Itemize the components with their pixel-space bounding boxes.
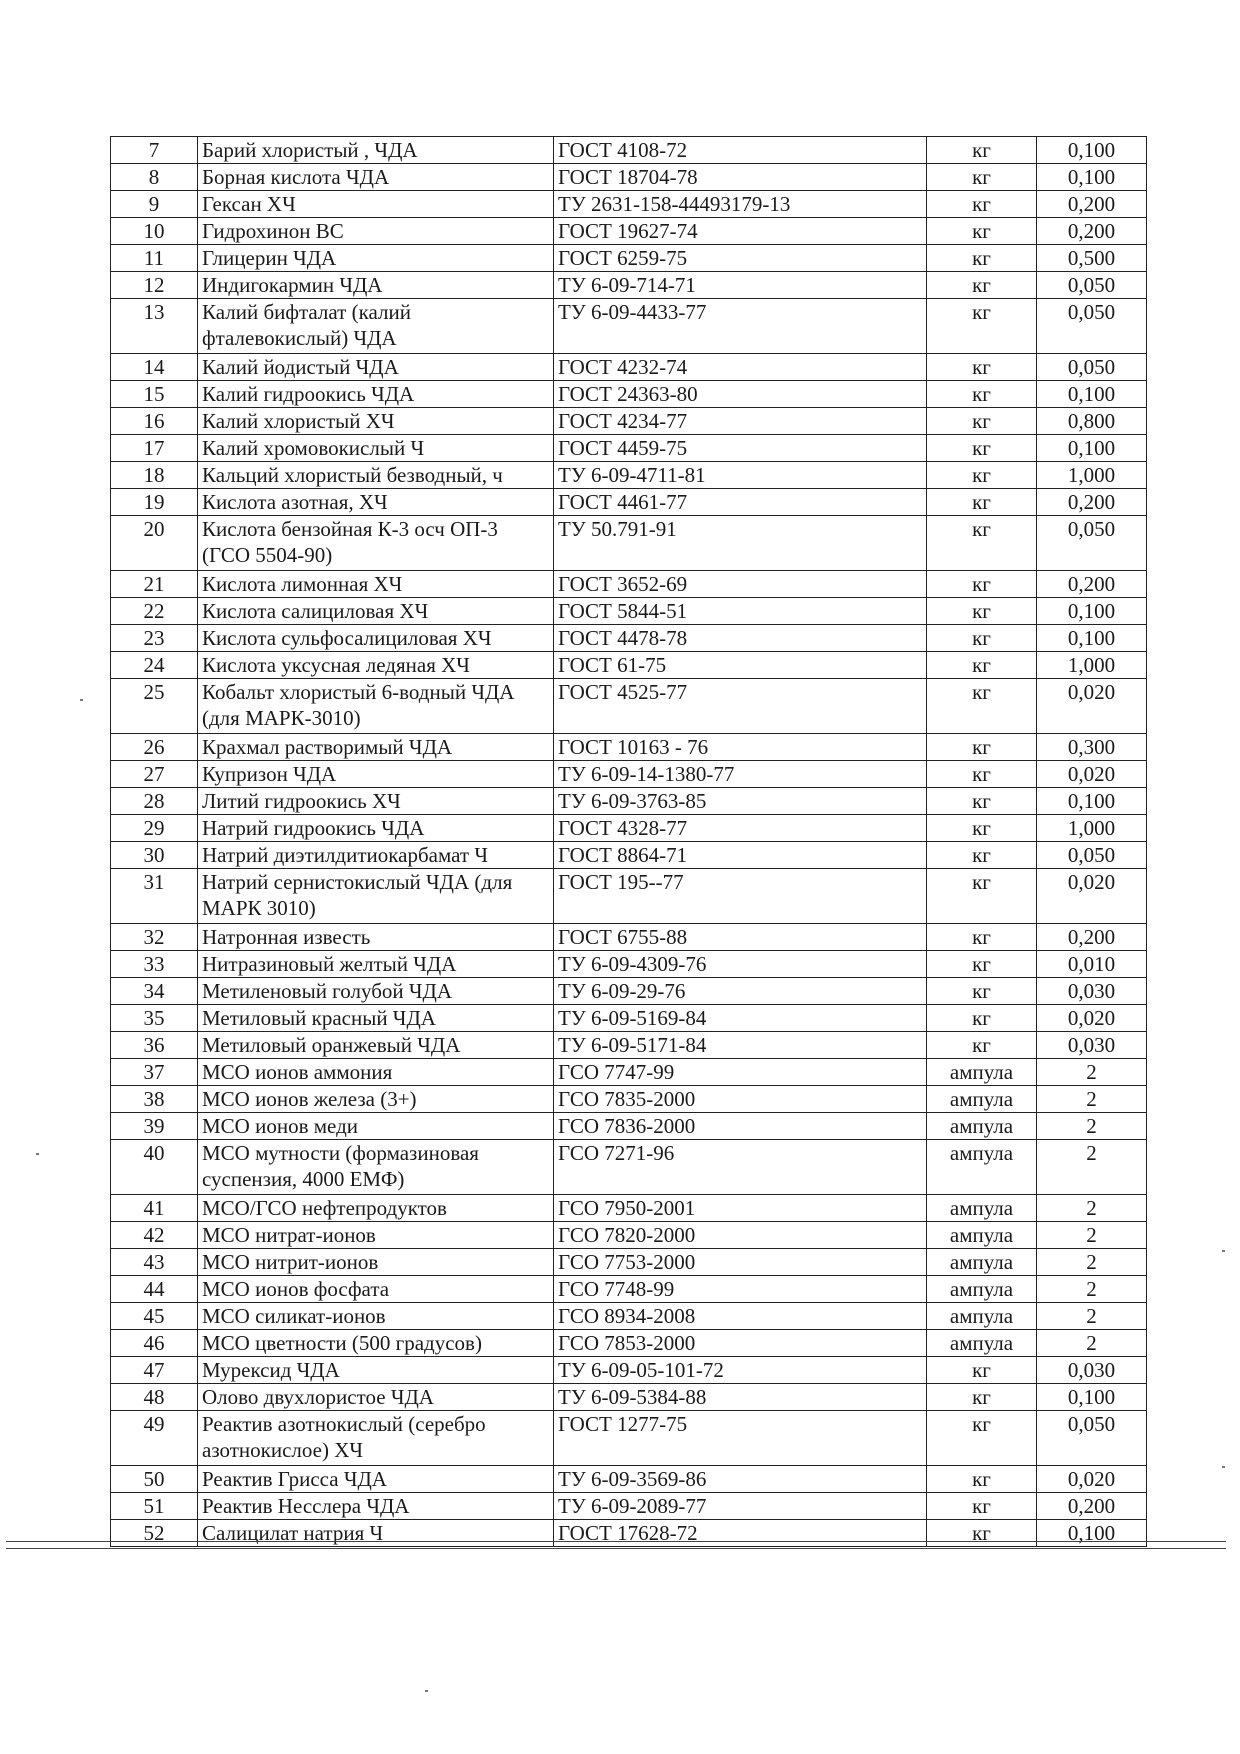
reagent-name-cell: Натрий гидроокись ЧДА (198, 815, 554, 842)
reagent-name-cell: МСО/ГСО нефтепродуктов (198, 1195, 554, 1222)
standard-doc-cell: ГСО 8934-2008 (554, 1303, 927, 1330)
quantity-cell: 0,100 (1037, 435, 1147, 462)
unit-cell: кг (927, 516, 1037, 571)
reagent-name-cell: Олово двухлористое ЧДА (198, 1384, 554, 1411)
row-number-cell: 19 (111, 489, 198, 516)
unit-cell: кг (927, 435, 1037, 462)
quantity-cell: 0,030 (1037, 1032, 1147, 1059)
reagent-name-cell: Калий бифталат (калий фталевокислый) ЧДА (198, 299, 554, 354)
standard-doc-cell: ТУ 6-09-4309-76 (554, 951, 927, 978)
scan-double-line-bottom (6, 1548, 1226, 1549)
quantity-cell: 2 (1037, 1303, 1147, 1330)
row-number-cell: 21 (111, 571, 198, 598)
unit-cell: кг (927, 1466, 1037, 1493)
table-row (111, 516, 1147, 571)
unit-cell: кг (927, 272, 1037, 299)
row-number-cell: 38 (111, 1086, 198, 1113)
standard-doc-cell: ГОСТ 3652-69 (554, 571, 927, 598)
quantity-cell: 0,020 (1037, 1005, 1147, 1032)
standard-doc-cell: ТУ 6-09-3763-85 (554, 788, 927, 815)
unit-cell: кг (927, 489, 1037, 516)
reagent-name-cell: Реактив азотнокислый (серебро азотнокислое) ХЧ (198, 1411, 554, 1466)
reagent-name-cell: Салицилат натрия Ч (198, 1520, 554, 1547)
quantity-cell: 0,050 (1037, 842, 1147, 869)
quantity-cell: 0,100 (1037, 381, 1147, 408)
quantity-cell: 0,100 (1037, 625, 1147, 652)
reagent-name-cell: МСО ионов фосфата (198, 1276, 554, 1303)
row-number-cell: 15 (111, 381, 198, 408)
quantity-cell: 0,050 (1037, 299, 1147, 354)
table-row (111, 734, 1147, 761)
unit-cell: ампула (927, 1086, 1037, 1113)
row-number-cell: 48 (111, 1384, 198, 1411)
table-row (111, 1276, 1147, 1303)
unit-cell: кг (927, 815, 1037, 842)
standard-doc-cell: ГОСТ 4234-77 (554, 408, 927, 435)
quantity-cell: 2 (1037, 1249, 1147, 1276)
unit-cell: ампула (927, 1140, 1037, 1195)
unit-cell: ампула (927, 1276, 1037, 1303)
table-row (111, 869, 1147, 924)
quantity-cell: 0,200 (1037, 191, 1147, 218)
row-number-cell: 17 (111, 435, 198, 462)
reagent-name-cell: Натронная известь (198, 924, 554, 951)
standard-doc-cell: ГСО 7835-2000 (554, 1086, 927, 1113)
standard-doc-cell: ГОСТ 4461-77 (554, 489, 927, 516)
row-number-cell: 25 (111, 679, 198, 734)
reagent-name-cell: Реактив Грисса ЧДА (198, 1466, 554, 1493)
table-row (111, 1249, 1147, 1276)
standard-doc-cell: ТУ 6-09-4711-81 (554, 462, 927, 489)
quantity-cell: 1,000 (1037, 462, 1147, 489)
row-number-cell: 46 (111, 1330, 198, 1357)
reagent-name-cell: Метиловый оранжевый ЧДА (198, 1032, 554, 1059)
quantity-cell: 2 (1037, 1330, 1147, 1357)
table-row (111, 1303, 1147, 1330)
standard-doc-cell: ГОСТ 4459-75 (554, 435, 927, 462)
reagent-name-cell: Кислота уксусная ледяная ХЧ (198, 652, 554, 679)
standard-doc-cell: ТУ 6-09-14-1380-77 (554, 761, 927, 788)
reagent-name-cell: Калий гидроокись ЧДА (198, 381, 554, 408)
standard-doc-cell: ГОСТ 24363-80 (554, 381, 927, 408)
row-number-cell: 35 (111, 1005, 198, 1032)
standard-doc-cell: ГОСТ 4232-74 (554, 354, 927, 381)
reagent-name-cell: Борная кислота ЧДА (198, 164, 554, 191)
unit-cell: кг (927, 218, 1037, 245)
reagent-name-cell: Гексан ХЧ (198, 191, 554, 218)
table-row (111, 354, 1147, 381)
reagent-name-cell: Купризон ЧДА (198, 761, 554, 788)
standard-doc-cell: ГОСТ 4328-77 (554, 815, 927, 842)
standard-doc-cell: ТУ 6-09-714-71 (554, 272, 927, 299)
quantity-cell: 0,010 (1037, 951, 1147, 978)
reagent-name-cell: МСО ионов аммония (198, 1059, 554, 1086)
table-row (111, 1520, 1147, 1547)
row-number-cell: 13 (111, 299, 198, 354)
standard-doc-cell: ГОСТ 8864-71 (554, 842, 927, 869)
quantity-cell: 0,200 (1037, 924, 1147, 951)
table-row (111, 1086, 1147, 1113)
standard-doc-cell: ГОСТ 4478-78 (554, 625, 927, 652)
reagents-table (110, 136, 1147, 1547)
table-row (111, 1411, 1147, 1466)
unit-cell: ампула (927, 1195, 1037, 1222)
row-number-cell: 8 (111, 164, 198, 191)
unit-cell: кг (927, 598, 1037, 625)
row-number-cell: 31 (111, 869, 198, 924)
table-row (111, 788, 1147, 815)
standard-doc-cell: ТУ 6-09-5169-84 (554, 1005, 927, 1032)
unit-cell: кг (927, 1032, 1037, 1059)
table-row (111, 408, 1147, 435)
reagent-name-cell: Мурексид ЧДА (198, 1357, 554, 1384)
reagent-name-cell: Индигокармин ЧДА (198, 272, 554, 299)
quantity-cell: 0,100 (1037, 788, 1147, 815)
quantity-cell: 0,200 (1037, 1493, 1147, 1520)
unit-cell: ампула (927, 1303, 1037, 1330)
row-number-cell: 36 (111, 1032, 198, 1059)
unit-cell: кг (927, 978, 1037, 1005)
unit-cell: кг (927, 1384, 1037, 1411)
row-number-cell: 18 (111, 462, 198, 489)
unit-cell: кг (927, 625, 1037, 652)
reagent-name-cell: Гидрохинон ВС (198, 218, 554, 245)
quantity-cell: 0,100 (1037, 598, 1147, 625)
unit-cell: кг (927, 842, 1037, 869)
quantity-cell: 0,020 (1037, 761, 1147, 788)
reagent-name-cell: МСО ионов железа (3+) (198, 1086, 554, 1113)
table-row (111, 1384, 1147, 1411)
table-row (111, 1222, 1147, 1249)
unit-cell: кг (927, 869, 1037, 924)
quantity-cell: 2 (1037, 1222, 1147, 1249)
table-row (111, 462, 1147, 489)
reagent-name-cell: МСО нитрит-ионов (198, 1249, 554, 1276)
unit-cell: кг (927, 734, 1037, 761)
row-number-cell: 49 (111, 1411, 198, 1466)
row-number-cell: 39 (111, 1113, 198, 1140)
row-number-cell: 11 (111, 245, 198, 272)
quantity-cell: 2 (1037, 1086, 1147, 1113)
standard-doc-cell: ГСО 7950-2001 (554, 1195, 927, 1222)
quantity-cell: 2 (1037, 1276, 1147, 1303)
quantity-cell: 0,030 (1037, 978, 1147, 1005)
standard-doc-cell: ГОСТ 10163 - 76 (554, 734, 927, 761)
unit-cell: кг (927, 761, 1037, 788)
quantity-cell: 0,050 (1037, 516, 1147, 571)
reagent-name-cell: МСО ионов меди (198, 1113, 554, 1140)
quantity-cell: 2 (1037, 1195, 1147, 1222)
row-number-cell: 16 (111, 408, 198, 435)
standard-doc-cell: ГОСТ 6755-88 (554, 924, 927, 951)
quantity-cell: 0,050 (1037, 354, 1147, 381)
table-row (111, 1466, 1147, 1493)
standard-doc-cell: ГОСТ 61-75 (554, 652, 927, 679)
reagent-name-cell: МСО силикат-ионов (198, 1303, 554, 1330)
table-row (111, 164, 1147, 191)
table-row (111, 598, 1147, 625)
standard-doc-cell: ТУ 2631-158-44493179-13 (554, 191, 927, 218)
row-number-cell: 29 (111, 815, 198, 842)
row-number-cell: 40 (111, 1140, 198, 1195)
row-number-cell: 44 (111, 1276, 198, 1303)
table-row (111, 1140, 1147, 1195)
row-number-cell: 43 (111, 1249, 198, 1276)
quantity-cell: 0,100 (1037, 164, 1147, 191)
reagent-name-cell: Метиловый красный ЧДА (198, 1005, 554, 1032)
table-row (111, 191, 1147, 218)
unit-cell: кг (927, 245, 1037, 272)
standard-doc-cell: ГОСТ 18704-78 (554, 164, 927, 191)
row-number-cell: 32 (111, 924, 198, 951)
row-number-cell: 30 (111, 842, 198, 869)
row-number-cell: 42 (111, 1222, 198, 1249)
table-row (111, 679, 1147, 734)
standard-doc-cell: ГОСТ 5844-51 (554, 598, 927, 625)
table-row (111, 218, 1147, 245)
table-row (111, 625, 1147, 652)
unit-cell: кг (927, 408, 1037, 435)
standard-doc-cell: ТУ 6-09-29-76 (554, 978, 927, 1005)
row-number-cell: 24 (111, 652, 198, 679)
unit-cell: кг (927, 788, 1037, 815)
standard-doc-cell: ГСО 7753-2000 (554, 1249, 927, 1276)
standard-doc-cell: ГОСТ 6259-75 (554, 245, 927, 272)
table-row (111, 1195, 1147, 1222)
quantity-cell: 0,030 (1037, 1357, 1147, 1384)
quantity-cell: 1,000 (1037, 652, 1147, 679)
standard-doc-cell: ТУ 50.791-91 (554, 516, 927, 571)
reagent-name-cell: Калий хлористый ХЧ (198, 408, 554, 435)
row-number-cell: 37 (111, 1059, 198, 1086)
standard-doc-cell: ГСО 7271-96 (554, 1140, 927, 1195)
unit-cell: кг (927, 1520, 1037, 1547)
quantity-cell: 0,800 (1037, 408, 1147, 435)
reagent-name-cell: МСО мутности (формазиновая суспензия, 4000 ЕМФ) (198, 1140, 554, 1195)
unit-cell: кг (927, 951, 1037, 978)
quantity-cell: 2 (1037, 1113, 1147, 1140)
table-row (111, 137, 1147, 164)
scan-double-line-top (6, 1541, 1226, 1542)
standard-doc-cell: ТУ 6-09-4433-77 (554, 299, 927, 354)
scan-speck (1222, 1250, 1225, 1252)
unit-cell: ампула (927, 1059, 1037, 1086)
quantity-cell: 0,200 (1037, 571, 1147, 598)
row-number-cell: 33 (111, 951, 198, 978)
unit-cell: кг (927, 381, 1037, 408)
reagent-name-cell: Калий хромовокислый Ч (198, 435, 554, 462)
table-row (111, 1493, 1147, 1520)
reagent-name-cell: Натрий сернистокислый ЧДА (для МАРК 3010) (198, 869, 554, 924)
table-row (111, 1330, 1147, 1357)
standard-doc-cell: ТУ 6-09-5171-84 (554, 1032, 927, 1059)
standard-doc-cell: ТУ 6-09-3569-86 (554, 1466, 927, 1493)
unit-cell: кг (927, 652, 1037, 679)
unit-cell: ампула (927, 1330, 1037, 1357)
reagent-name-cell: Калий йодистый ЧДА (198, 354, 554, 381)
row-number-cell: 9 (111, 191, 198, 218)
quantity-cell: 1,000 (1037, 815, 1147, 842)
reagent-name-cell: Натрий диэтилдитиокарбамат Ч (198, 842, 554, 869)
reagent-name-cell: Кислота лимонная ХЧ (198, 571, 554, 598)
table-row (111, 272, 1147, 299)
table-row (111, 1005, 1147, 1032)
standard-doc-cell: ГСО 7748-99 (554, 1276, 927, 1303)
reagent-name-cell: Барий хлористый , ЧДА (198, 137, 554, 164)
row-number-cell: 10 (111, 218, 198, 245)
quantity-cell: 0,050 (1037, 1411, 1147, 1466)
unit-cell: ампула (927, 1113, 1037, 1140)
quantity-cell: 0,020 (1037, 1466, 1147, 1493)
table-row (111, 924, 1147, 951)
unit-cell: ампула (927, 1249, 1037, 1276)
reagent-name-cell: Крахмал растворимый ЧДА (198, 734, 554, 761)
quantity-cell: 0,200 (1037, 489, 1147, 516)
standard-doc-cell: ГОСТ 17628-72 (554, 1520, 927, 1547)
reagent-name-cell: Литий гидроокись ХЧ (198, 788, 554, 815)
reagent-name-cell: Кислота сульфосалициловая ХЧ (198, 625, 554, 652)
reagents-table-body (111, 137, 1147, 1547)
reagent-name-cell: МСО цветности (500 градусов) (198, 1330, 554, 1357)
row-number-cell: 41 (111, 1195, 198, 1222)
quantity-cell: 0,100 (1037, 1384, 1147, 1411)
table-row (111, 381, 1147, 408)
table-row (111, 978, 1147, 1005)
quantity-cell: 0,020 (1037, 679, 1147, 734)
table-row (111, 489, 1147, 516)
table-row (111, 761, 1147, 788)
table-row (111, 815, 1147, 842)
quantity-cell: 0,100 (1037, 137, 1147, 164)
row-number-cell: 45 (111, 1303, 198, 1330)
unit-cell: кг (927, 462, 1037, 489)
unit-cell: кг (927, 164, 1037, 191)
table-row (111, 1113, 1147, 1140)
standard-doc-cell: ГСО 7820-2000 (554, 1222, 927, 1249)
standard-doc-cell: ГОСТ 19627-74 (554, 218, 927, 245)
quantity-cell: 0,500 (1037, 245, 1147, 272)
quantity-cell: 0,100 (1037, 1520, 1147, 1547)
reagent-name-cell: Кислота бензойная К-3 осч ОП-3 (ГСО 5504-90) (198, 516, 554, 571)
table-row (111, 1032, 1147, 1059)
unit-cell: кг (927, 1411, 1037, 1466)
quantity-cell: 0,050 (1037, 272, 1147, 299)
reagent-name-cell: Метиленовый голубой ЧДА (198, 978, 554, 1005)
unit-cell: кг (927, 354, 1037, 381)
row-number-cell: 34 (111, 978, 198, 1005)
table-row (111, 299, 1147, 354)
quantity-cell: 2 (1037, 1059, 1147, 1086)
row-number-cell: 28 (111, 788, 198, 815)
row-number-cell: 7 (111, 137, 198, 164)
row-number-cell: 52 (111, 1520, 198, 1547)
row-number-cell: 50 (111, 1466, 198, 1493)
reagent-name-cell: Реактив Несслера ЧДА (198, 1493, 554, 1520)
row-number-cell: 14 (111, 354, 198, 381)
unit-cell: кг (927, 299, 1037, 354)
standard-doc-cell: ТУ 6-09-2089-77 (554, 1493, 927, 1520)
unit-cell: кг (927, 191, 1037, 218)
row-number-cell: 12 (111, 272, 198, 299)
scan-speck (1222, 1466, 1225, 1468)
quantity-cell: 0,020 (1037, 869, 1147, 924)
reagent-name-cell: Нитразиновый желтый ЧДА (198, 951, 554, 978)
quantity-cell: 0,200 (1037, 218, 1147, 245)
standard-doc-cell: ТУ 6-09-5384-88 (554, 1384, 927, 1411)
unit-cell: кг (927, 1493, 1037, 1520)
reagent-name-cell: Кальций хлористый безводный, ч (198, 462, 554, 489)
row-number-cell: 23 (111, 625, 198, 652)
quantity-cell: 2 (1037, 1140, 1147, 1195)
row-number-cell: 51 (111, 1493, 198, 1520)
unit-cell: ампула (927, 1222, 1037, 1249)
table-row (111, 842, 1147, 869)
table-row (111, 1357, 1147, 1384)
row-number-cell: 20 (111, 516, 198, 571)
table-row (111, 571, 1147, 598)
reagent-name-cell: Кобальт хлористый 6-водный ЧДА (для МАРК-3010) (198, 679, 554, 734)
unit-cell: кг (927, 1357, 1037, 1384)
unit-cell: кг (927, 571, 1037, 598)
standard-doc-cell: ГОСТ 4525-77 (554, 679, 927, 734)
row-number-cell: 47 (111, 1357, 198, 1384)
reagent-name-cell: Кислота азотная, ХЧ (198, 489, 554, 516)
reagent-name-cell: Глицерин ЧДА (198, 245, 554, 272)
quantity-cell: 0,300 (1037, 734, 1147, 761)
standard-doc-cell: ГСО 7853-2000 (554, 1330, 927, 1357)
scan-speck (36, 1153, 39, 1155)
reagent-name-cell: Кислота салициловая ХЧ (198, 598, 554, 625)
row-number-cell: 26 (111, 734, 198, 761)
row-number-cell: 27 (111, 761, 198, 788)
unit-cell: кг (927, 924, 1037, 951)
table-row (111, 951, 1147, 978)
table-row (111, 652, 1147, 679)
row-number-cell: 22 (111, 598, 198, 625)
table-row (111, 1059, 1147, 1086)
scan-speck (425, 1690, 428, 1692)
standard-doc-cell: ТУ 6-09-05-101-72 (554, 1357, 927, 1384)
standard-doc-cell: ГОСТ 1277-75 (554, 1411, 927, 1466)
table-row (111, 435, 1147, 462)
standard-doc-cell: ГСО 7836-2000 (554, 1113, 927, 1140)
unit-cell: кг (927, 137, 1037, 164)
table-row (111, 245, 1147, 272)
standard-doc-cell: ГОСТ 4108-72 (554, 137, 927, 164)
scan-speck (80, 699, 83, 701)
standard-doc-cell: ГСО 7747-99 (554, 1059, 927, 1086)
standard-doc-cell: ГОСТ 195--77 (554, 869, 927, 924)
unit-cell: кг (927, 679, 1037, 734)
reagent-name-cell: МСО нитрат-ионов (198, 1222, 554, 1249)
unit-cell: кг (927, 1005, 1037, 1032)
